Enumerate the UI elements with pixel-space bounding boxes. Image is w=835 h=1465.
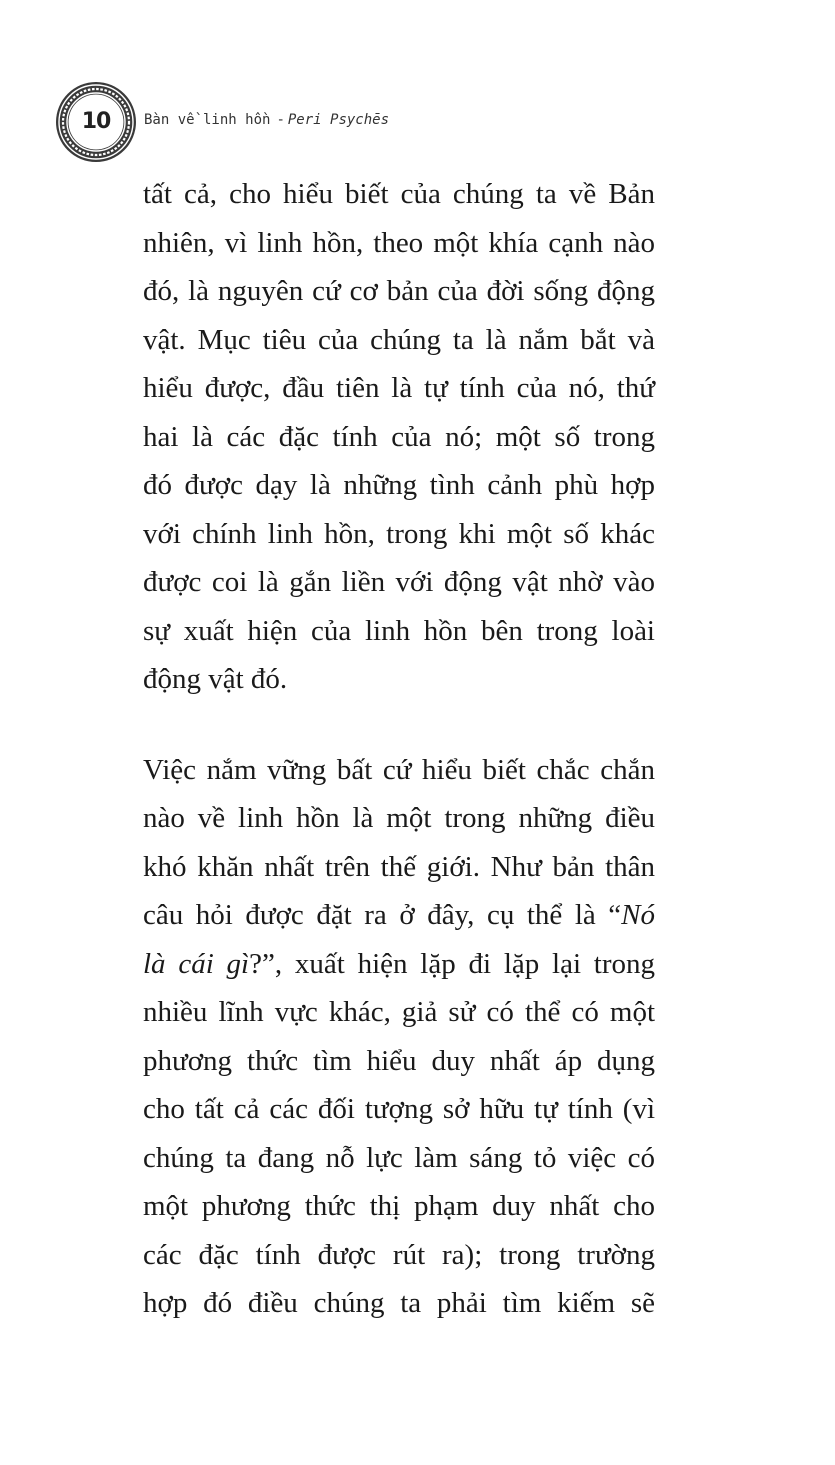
running-head (144, 112, 389, 128)
text-line: hợp đó điều chúng ta phải tìm kiếm sẽ (143, 1287, 655, 1319)
text-line: vật. Mục tiêu của chúng ta là nắm bắt và (143, 323, 655, 356)
text-line: khó khăn nhất trên thế giới. Như bản thân (143, 850, 655, 883)
latin-title: Peri Psychēs (287, 112, 390, 128)
text-line: với chính linh hồn, trong khi một số khác (143, 517, 655, 550)
book-title: Bàn về linh hồn (144, 112, 271, 128)
paragraph-1 (143, 170, 655, 704)
text-line-with-quote (143, 891, 655, 940)
text-line: động vật đó. (143, 663, 288, 695)
text-line-with-quote (143, 940, 655, 989)
text-line: hiểu được, đầu tiên là tự tính của nó, thứ (143, 372, 655, 404)
body-text (143, 170, 655, 1328)
italic-question-part: là cái gì (143, 947, 250, 980)
text-line: phương thức tìm hiểu duy nhất áp dụng (143, 1044, 655, 1077)
text-line: được coi là gắn liền với động vật nhờ vào (143, 566, 655, 598)
title-separator: - (276, 112, 285, 128)
text-segment: câu hỏi được đặt ra ở đây, cụ thể là “ (143, 899, 622, 931)
text-line: hai là các đặc tính của nó; một số trong (143, 420, 655, 453)
text-line: Việc nắm vững bất cứ hiểu biết chắc chắn (143, 753, 655, 786)
text-line: tất cả, cho hiểu biết của chúng ta về Bản (143, 178, 655, 210)
text-segment: ?”, xuất hiện lặp đi lặp lại trong (249, 947, 656, 980)
italic-question-part: Nó (621, 899, 655, 931)
text-line: đó, là nguyên cứ cơ bản của đời sống động (143, 275, 655, 307)
text-line: đó được dạy là những tình cảnh phù hợp (143, 469, 655, 501)
paragraph-gap (143, 704, 655, 746)
text-line: nào về linh hồn là một trong những điều (143, 802, 655, 834)
text-line: chúng ta đang nỗ lực làm sáng tỏ việc có (143, 1141, 655, 1174)
text-line: nhiều lĩnh vực khác, giả sử có thể có một (143, 996, 655, 1028)
paragraph-2 (143, 746, 655, 1328)
text-line: các đặc tính được rút ra); trong trường (143, 1238, 655, 1271)
text-line: cho tất cả các đối tượng sở hữu tự tính (vì (143, 1093, 655, 1125)
text-line: nhiên, vì linh hồn, theo một khía cạnh nào (143, 226, 655, 259)
page-number: 10 (81, 109, 111, 134)
text-line: sự xuất hiện của linh hồn bên trong loài (143, 614, 655, 647)
text-line: một phương thức thị phạm duy nhất cho (143, 1190, 655, 1222)
